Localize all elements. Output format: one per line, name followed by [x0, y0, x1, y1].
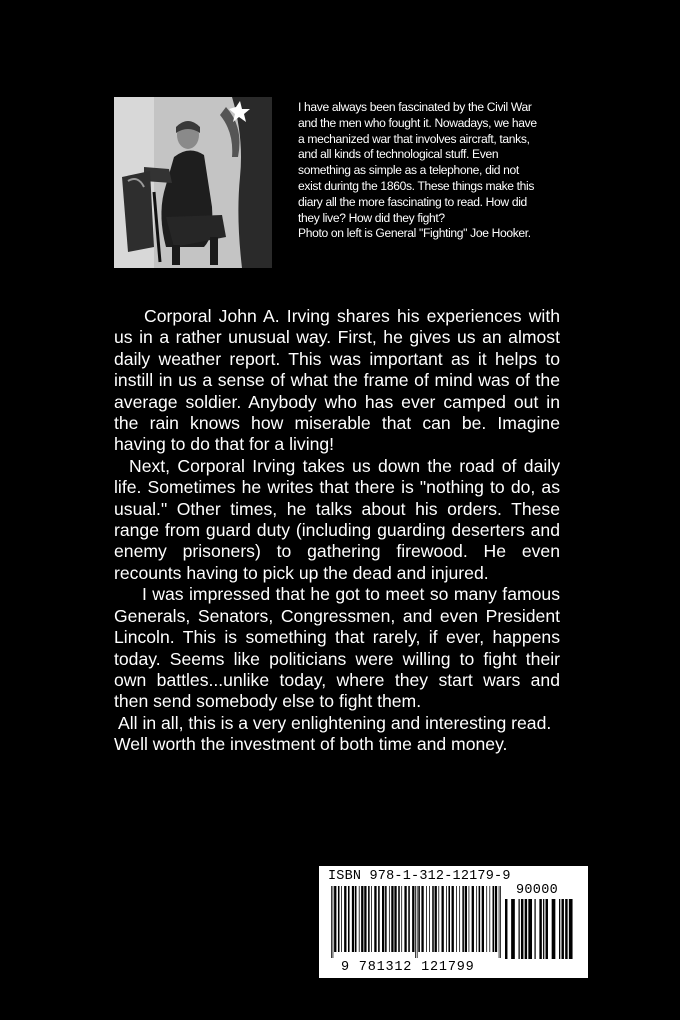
caption-line: diary all the more fascinating to read. How did [298, 194, 527, 209]
caption-line: and all kinds of technological stuff. Even [298, 147, 499, 162]
barcode-bar [539, 899, 541, 959]
caption-line: a mechanized war that involves aircraft, tanks, [298, 131, 530, 146]
body-paragraph: All in all, this is a very enlightening and interesting read. Well worth the investment of both time and money. [114, 712, 552, 755]
barcode-bar [432, 886, 434, 952]
barcode-bar [394, 886, 396, 952]
barcode-bar [352, 886, 354, 952]
caption-line: exist durintg the 1860s. These things make this [298, 178, 535, 193]
barcode-bar [499, 886, 500, 958]
barcode-bar [482, 886, 484, 952]
barcode-bar [404, 886, 406, 952]
caption-line: and the men who fought it. Nowadays, we have [298, 115, 537, 130]
barcode-bar [486, 886, 487, 952]
barcode-bar [401, 886, 402, 952]
portrait-illustration [114, 97, 272, 268]
barcode-bar [417, 886, 418, 958]
barcode-bar [408, 886, 410, 952]
barcode-bar [355, 886, 357, 952]
barcode-bar [371, 886, 372, 952]
barcode-bar [472, 886, 474, 952]
barcode-bar [361, 886, 363, 952]
barcode-bar [348, 886, 350, 952]
barcode-bar [546, 899, 548, 959]
caption-line: they live? How did they fight? [298, 210, 445, 225]
barcode-bar [368, 886, 370, 952]
barcode-bar [469, 886, 470, 952]
barcode-bar [465, 886, 467, 952]
barcode-bar [561, 899, 563, 959]
barcode-bar [448, 886, 450, 952]
barcode-bar [426, 886, 427, 952]
barcode-bar [344, 886, 346, 952]
barcode-bar [435, 886, 437, 952]
barcode-bar [446, 886, 447, 952]
barcode-bar [565, 899, 567, 959]
barcode-bar [543, 899, 544, 959]
barcode-bar [438, 886, 439, 952]
isbn-label: ISBN 978-1-312-12179-9 [328, 869, 511, 884]
barcode-bar [569, 899, 573, 959]
body-paragraph: Corporal John A. Irving shares his experiences with us in a rather unusual way. First, he gives us an almost daily weather report. This was important as it helps to instill in us a sense of what the frame of mind was of the average soldier. Anybody who has ever camped out in the rain knows how miserable that can be. Imagine having to do that for a living! [114, 306, 560, 455]
barcode-bar [421, 886, 423, 952]
barcode-bar [338, 886, 340, 952]
barcode-bar [528, 899, 532, 959]
barcode-bar [364, 886, 366, 952]
barcode-bar [519, 899, 520, 959]
barcode-bar [552, 899, 556, 959]
barcode-bar [456, 886, 457, 952]
barcode-bar [476, 886, 477, 952]
addon-bars [505, 899, 577, 971]
photo-caption [298, 100, 560, 242]
barcode-bar [398, 886, 400, 952]
isbn-barcode [319, 866, 588, 978]
barcode-bar [534, 899, 535, 959]
barcode-bar [333, 886, 334, 958]
barcode-bar [489, 886, 490, 952]
barcode-bar [511, 899, 515, 959]
ean-digits: 9 781312 121799 [341, 960, 475, 975]
cover-photo [114, 97, 272, 268]
caption-line: Photo on left is General "Fighting" Joe Hooker. [298, 226, 531, 241]
barcode-bar [389, 886, 390, 952]
barcode-bar [378, 886, 380, 952]
book-description [114, 306, 560, 756]
barcode-bar [382, 886, 384, 952]
barcode-bar [521, 899, 523, 959]
body-paragraph: I was impressed that he got to meet so many famous Generals, Senators, Congressmen, and even President Lincoln. This is something that rarely, if ever, happens today. Seems like politicians were willing to fight their own battles...unlike today, where they start wars and then send somebody else to fight them. [114, 584, 560, 712]
barcode-bar [391, 886, 393, 952]
body-paragraph: Next, Corporal Irving takes us down the road of daily life. Sometimes he writes that there is "nothing to do, as usual." Other times, he talks about his orders. These range from guard duty (including guarding deserters and enemy prisoners) to gathering firewood. He even recounts having to pick up the dead and injured. [114, 455, 560, 583]
barcode-bar [495, 886, 497, 952]
barcode-bar [334, 886, 336, 952]
barcode-bar [452, 886, 454, 952]
barcode-bar [359, 886, 360, 952]
barcode-bar [331, 886, 332, 958]
caption-line: I have always been fascinated by the Civil War [298, 100, 532, 114]
barcode-bar [415, 886, 416, 958]
caption-line: something as simple as a telephone, did not [298, 163, 519, 178]
barcode-bar [559, 899, 560, 959]
barcode-bar [500, 886, 501, 958]
barcode-bar [505, 899, 507, 959]
barcode-bar [493, 886, 495, 952]
barcode-bar [525, 899, 527, 959]
barcode-bar [418, 886, 420, 952]
barcode-bar [479, 886, 481, 952]
barcode-bar [385, 886, 387, 952]
ean-bars [331, 886, 503, 960]
barcode-bar [459, 886, 460, 952]
barcode-bar [374, 886, 376, 952]
barcode-bar [341, 886, 342, 952]
barcode-bar [462, 886, 464, 952]
barcode-bar [442, 886, 444, 952]
barcode-bar [429, 886, 430, 952]
barcode-bar [412, 886, 414, 952]
addon-digits: 90000 [516, 883, 559, 898]
